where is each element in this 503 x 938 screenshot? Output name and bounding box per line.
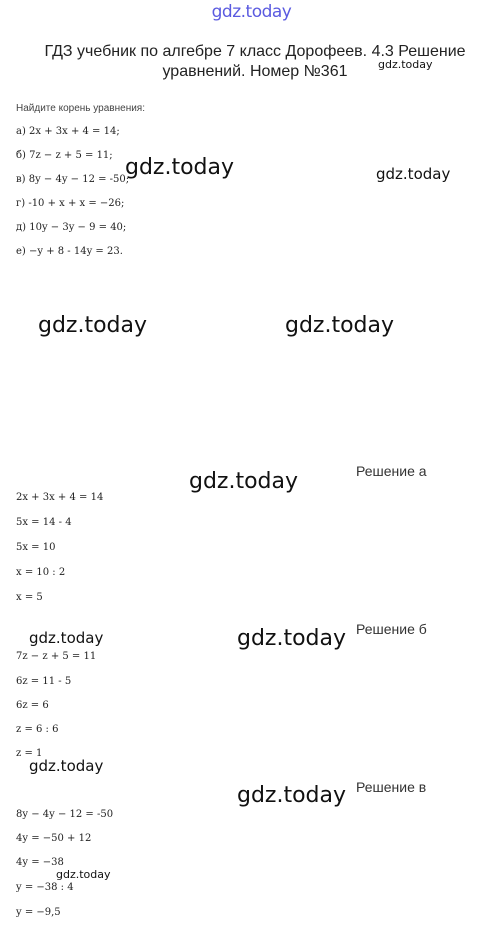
page-title: ГДЗ учебник по алгебре 7 класс Дорофеев. 4.3 Решение уравнений. Номер №361 — [44, 43, 466, 80]
watermark: gdz.today — [38, 313, 148, 338]
watermark: gdz.today — [378, 58, 433, 71]
solution-a-step-2: 5x = 14 - 4 — [16, 517, 72, 528]
solution-c-step-4: y = −38 : 4 — [16, 882, 74, 893]
equation-d: г) -10 + x + x = −26; — [16, 198, 125, 209]
watermark: gdz.today — [29, 757, 104, 775]
solution-b-step-2: 6z = 11 - 5 — [16, 676, 72, 687]
solution-b-step-4: z = 6 : 6 — [16, 724, 59, 735]
solution-b-step-3: 6z = 6 — [16, 700, 49, 711]
solution-c-step-5: y = −9,5 — [16, 907, 61, 918]
watermark: gdz.today — [285, 313, 395, 338]
solution-a-step-3: 5x = 10 — [16, 542, 56, 553]
solution-a-label: Решение а — [356, 463, 427, 479]
solution-c-step-1: 8y − 4y − 12 = -50 — [16, 809, 114, 820]
solution-a-step-4: x = 10 : 2 — [16, 567, 66, 578]
watermark: gdz.today — [29, 629, 104, 647]
solution-c-step-3: 4y = −38 — [16, 857, 64, 868]
solution-c-step-2: 4y = −50 + 12 — [16, 833, 92, 844]
solution-a-step-5: x = 5 — [16, 592, 43, 603]
equation-a: а) 2x + 3x + 4 = 14; — [16, 126, 120, 137]
equation-b: б) 7z − z + 5 = 11; — [16, 150, 113, 161]
solution-b-step-5: z = 1 — [16, 748, 43, 759]
watermark: gdz.today — [376, 165, 451, 183]
watermark: gdz.today — [56, 868, 111, 881]
equation-e: д) 10y − 3y − 9 = 40; — [16, 222, 127, 233]
site-logo[interactable]: gdz.today — [211, 2, 292, 22]
solution-a-step-1: 2x + 3x + 4 = 14 — [16, 492, 104, 503]
solution-b-step-1: 7z − z + 5 = 11 — [16, 651, 97, 662]
equation-f: е) −y + 8 - 14y = 23. — [16, 246, 123, 257]
watermark: gdz.today — [237, 626, 347, 651]
solution-c-label: Решение в — [356, 779, 427, 795]
task-prompt: Найдите корень уравнения: — [16, 103, 145, 114]
watermark: gdz.today — [189, 469, 299, 494]
solution-b-label: Решение б — [356, 621, 427, 637]
watermark: gdz.today — [237, 783, 347, 808]
watermark: gdz.today — [125, 155, 235, 180]
equation-c: в) 8y − 4y − 12 = -50; — [16, 174, 130, 185]
